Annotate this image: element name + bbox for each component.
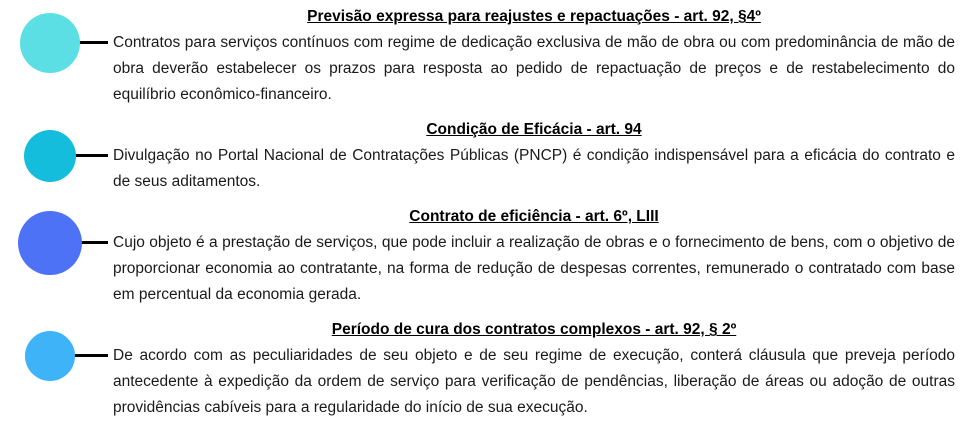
bullet-marker: [0, 4, 113, 108]
bullet-marker: [0, 317, 113, 421]
section-title: Contrato de eficiência - art. 6º, LIII: [409, 208, 659, 225]
section-body: Cujo objeto é a prestação de serviços, que pode incluir a realização de obras e o fornecimento de bens, com o objetivo de proporcionar economia ao contratante, na forma de redução de despesas correntes, remunerado o contratado com base em percentual da economia gerada.: [113, 234, 955, 303]
section-contrato-eficiencia: [0, 204, 969, 308]
section-condicao-eficacia: [0, 117, 969, 195]
bullet-circle: [20, 13, 80, 73]
bullet-marker: [0, 204, 113, 308]
section-content: [113, 317, 969, 421]
section-title: Período de cura dos contratos complexos - art. 92, § 2º: [331, 321, 737, 338]
section-body: Contratos para serviços contínuos com regime de dedicação exclusiva de mão de obra ou com predominância de mão de obra deverão estabelecer os prazos para resposta ao pedido de repactuação de preços e de restabelecimento do equilíbrio econômico-financeiro.: [113, 34, 955, 103]
bullet-circle: [18, 211, 82, 275]
bullet-circle: [24, 130, 76, 182]
section-body: Divulgação no Portal Nacional de Contratações Públicas (PNCP) é condição indispensável para a eficácia do contrato e de seus aditamentos.: [113, 147, 955, 190]
section-content: [113, 204, 969, 308]
section-content: [113, 117, 969, 195]
section-periodo-cura: [0, 317, 969, 421]
section-reajustes-repactuacoes: [0, 4, 969, 108]
bullet-marker: [0, 117, 113, 195]
section-content: [113, 4, 969, 108]
bullet-circle: [25, 331, 75, 381]
section-body: De acordo com as peculiaridades de seu objeto e de seu regime de execução, conterá cláusula que preveja período antecedente à expedição da ordem de serviço para verificação de pendências, liberação de áreas ou adoção de outras providências cabíveis para a regularidade do início de sua execução.: [113, 347, 955, 416]
section-title: Condição de Eficácia - art. 94: [426, 121, 642, 138]
section-title: Previsão expressa para reajustes e repactuações - art. 92, §4º: [307, 8, 761, 25]
